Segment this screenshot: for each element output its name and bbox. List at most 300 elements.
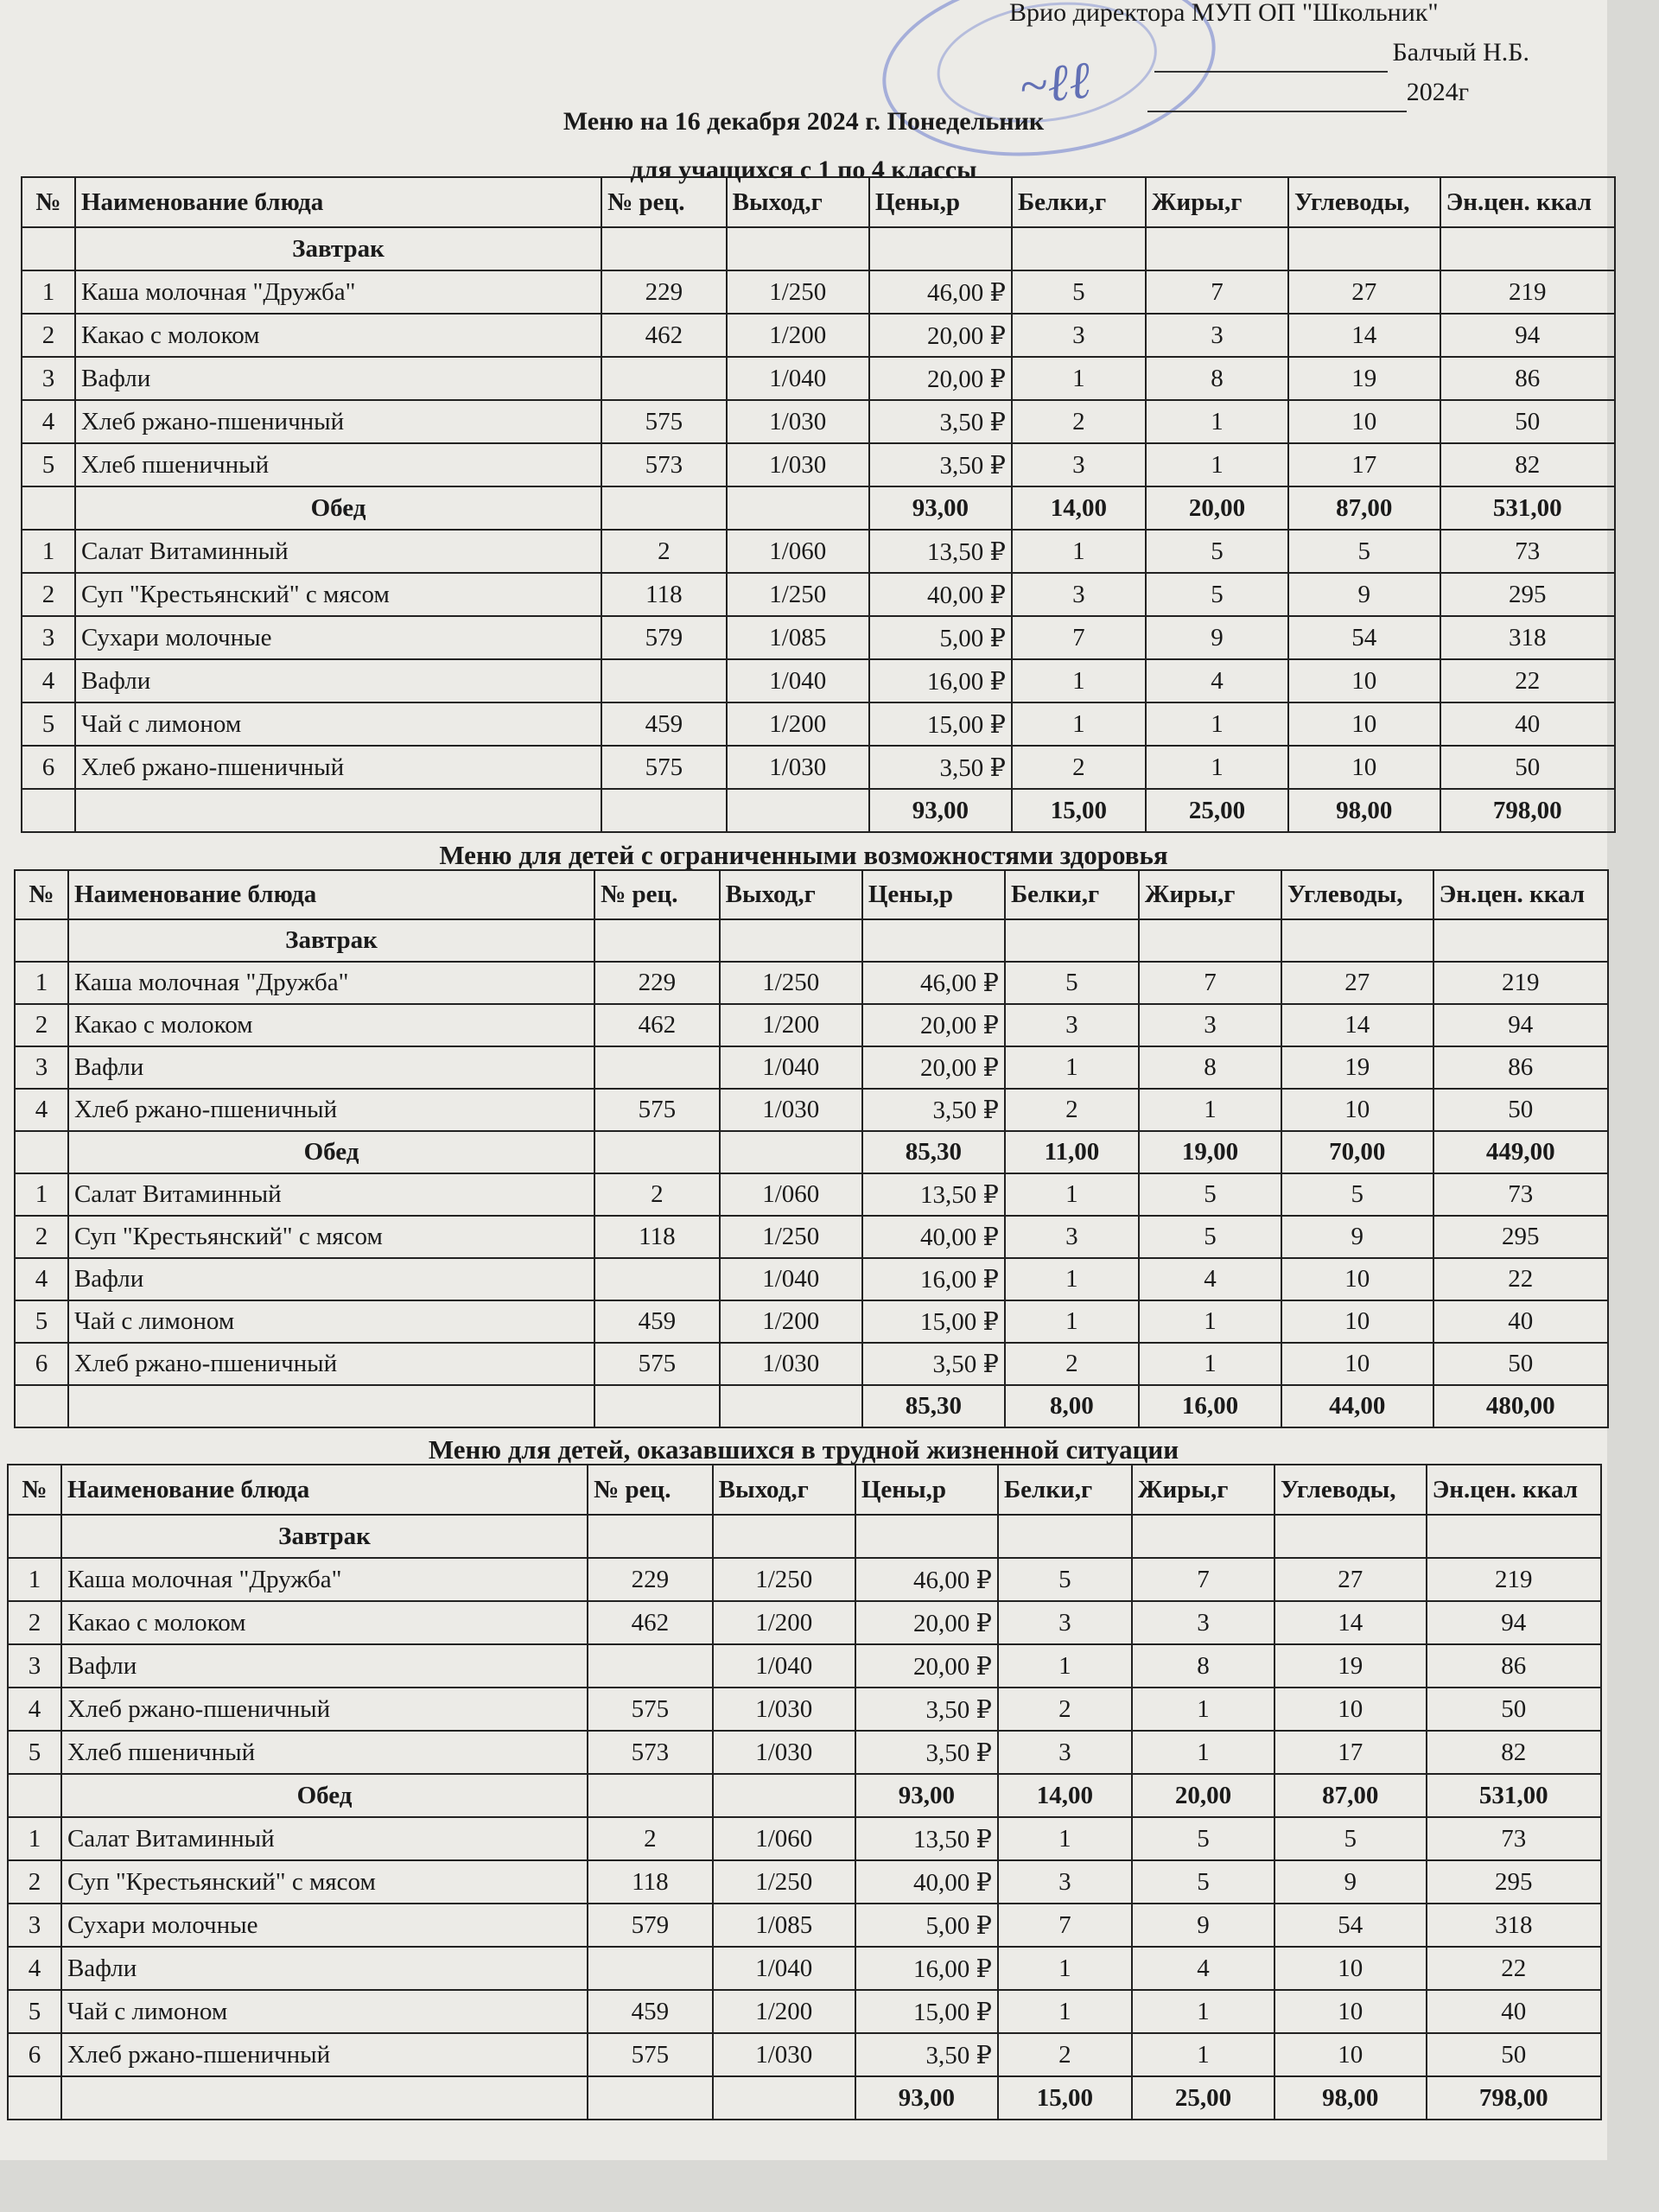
- menu-table-difficult-situation: [7, 1464, 1602, 2120]
- total-price: 93,00: [869, 486, 1012, 530]
- portion-weight-cell: 1/085: [727, 616, 869, 659]
- empty-cell: [588, 1774, 713, 1817]
- section-label: Завтрак: [68, 919, 594, 962]
- carbohydrates-cell: 10: [1274, 1947, 1427, 1990]
- section-total-row: [22, 486, 1615, 530]
- portion-weight-cell: 1/085: [713, 1904, 855, 1947]
- column-header-price: Цены,р: [869, 177, 1012, 227]
- row-number-cell: 5: [22, 443, 75, 486]
- section-row: [8, 1515, 1601, 1558]
- row-number-cell: 2: [22, 314, 75, 357]
- dish-name-cell: Вафли: [75, 357, 601, 400]
- price-cell: 15,00 ₽: [855, 1990, 998, 2033]
- protein-cell: 3: [1005, 1216, 1139, 1258]
- recipe-number-cell: 459: [594, 1300, 720, 1343]
- total-row: [15, 1385, 1608, 1427]
- empty-cell: [601, 789, 727, 832]
- energy-kcal-cell: 295: [1427, 1860, 1601, 1904]
- empty-cell: [22, 789, 75, 832]
- dish-row: [15, 1089, 1608, 1131]
- protein-cell: 5: [1012, 270, 1146, 314]
- fat-cell: 1: [1132, 1688, 1274, 1731]
- menu-title: Меню на 16 декабря 2024 г. Понедельник: [563, 107, 1045, 136]
- recipe-number-cell: 229: [588, 1558, 713, 1601]
- portion-weight-cell: 1/200: [720, 1004, 862, 1046]
- recipe-number-cell: 229: [594, 962, 720, 1004]
- column-header-price: Цены,р: [862, 870, 1005, 919]
- portion-weight-cell: 1/040: [720, 1258, 862, 1300]
- protein-cell: 1: [998, 1990, 1132, 2033]
- fat-cell: 1: [1139, 1300, 1281, 1343]
- fat-cell: 5: [1139, 1173, 1281, 1216]
- recipe-number-cell: 575: [601, 400, 727, 443]
- dish-name-cell: Вафли: [61, 1947, 588, 1990]
- fat-cell: 1: [1146, 702, 1288, 746]
- energy-kcal-cell: 94: [1433, 1004, 1608, 1046]
- fat-cell: 5: [1146, 530, 1288, 573]
- column-header-recipe-number: № рец.: [601, 177, 727, 227]
- empty-cell: [727, 227, 869, 270]
- column-header-fat: Жиры,г: [1146, 177, 1288, 227]
- dish-row: [22, 659, 1615, 702]
- column-header-energy-kcal: Эн.цен. ккал: [1440, 177, 1615, 227]
- fat-cell: 5: [1146, 573, 1288, 616]
- portion-weight-cell: 1/040: [727, 357, 869, 400]
- energy-kcal-cell: 295: [1433, 1216, 1608, 1258]
- portion-weight-cell: 1/200: [727, 702, 869, 746]
- row-number-cell: 2: [8, 1601, 61, 1644]
- row-number-cell: 3: [22, 357, 75, 400]
- dish-name-cell: Какао с молоком: [68, 1004, 594, 1046]
- dish-name-cell: Какао с молоком: [61, 1601, 588, 1644]
- portion-weight-cell: 1/250: [727, 270, 869, 314]
- carbohydrates-cell: 14: [1288, 314, 1440, 357]
- carbohydrates-cell: 10: [1274, 1990, 1427, 2033]
- empty-cell: [588, 2076, 713, 2120]
- column-header-dish-name: Наименование блюда: [68, 870, 594, 919]
- recipe-number-cell: 575: [588, 1688, 713, 1731]
- row-number-cell: 1: [8, 1817, 61, 1860]
- approval-year: 2024г: [1406, 78, 1469, 106]
- column-header-portion-weight: Выход,г: [720, 870, 862, 919]
- recipe-number-cell: 462: [588, 1601, 713, 1644]
- portion-weight-cell: 1/030: [720, 1089, 862, 1131]
- column-header-protein: Белки,г: [998, 1465, 1132, 1515]
- empty-cell: [1440, 227, 1615, 270]
- dish-row: [22, 746, 1615, 789]
- row-number-cell: 3: [22, 616, 75, 659]
- column-header-recipe-number: № рец.: [588, 1465, 713, 1515]
- price-cell: 16,00 ₽: [869, 659, 1012, 702]
- energy-kcal-cell: 86: [1433, 1046, 1608, 1089]
- row-number-cell: 2: [15, 1216, 68, 1258]
- recipe-number-cell: [588, 1644, 713, 1688]
- carbohydrates-cell: 5: [1281, 1173, 1433, 1216]
- total-protein: 15,00: [1012, 789, 1146, 832]
- total-carbohydrates: 70,00: [1281, 1131, 1433, 1173]
- energy-kcal-cell: 318: [1440, 616, 1615, 659]
- energy-kcal-cell: 50: [1427, 1688, 1601, 1731]
- protein-cell: 1: [1005, 1258, 1139, 1300]
- price-cell: 46,00 ₽: [855, 1558, 998, 1601]
- recipe-number-cell: 575: [588, 2033, 713, 2076]
- dish-name-cell: Чай с лимоном: [61, 1990, 588, 2033]
- column-header-carbohydrates: Углеводы,: [1274, 1465, 1427, 1515]
- carbohydrates-cell: 10: [1281, 1343, 1433, 1385]
- menu-table-disabilities: [14, 869, 1609, 1428]
- row-number-cell: 2: [8, 1860, 61, 1904]
- recipe-number-cell: [594, 1258, 720, 1300]
- approval-block: [994, 0, 1529, 112]
- column-header-fat: Жиры,г: [1132, 1465, 1274, 1515]
- total-fat: 25,00: [1146, 789, 1288, 832]
- dish-row: [8, 1688, 1601, 1731]
- protein-cell: 2: [1005, 1089, 1139, 1131]
- protein-cell: 1: [1012, 357, 1146, 400]
- total-fat: 19,00: [1139, 1131, 1281, 1173]
- price-cell: 40,00 ₽: [855, 1860, 998, 1904]
- carbohydrates-cell: 10: [1281, 1300, 1433, 1343]
- carbohydrates-cell: 10: [1281, 1258, 1433, 1300]
- price-cell: 20,00 ₽: [862, 1046, 1005, 1089]
- empty-cell: [75, 789, 601, 832]
- protein-cell: 2: [1012, 400, 1146, 443]
- carbohydrates-cell: 54: [1274, 1904, 1427, 1947]
- header-row: [8, 1465, 1601, 1515]
- price-cell: 20,00 ₽: [855, 1601, 998, 1644]
- price-cell: 3,50 ₽: [862, 1089, 1005, 1131]
- carbohydrates-cell: 19: [1288, 357, 1440, 400]
- section-row: [15, 919, 1608, 962]
- dish-name-cell: Хлеб ржано-пшеничный: [68, 1343, 594, 1385]
- price-cell: 13,50 ₽: [862, 1173, 1005, 1216]
- menu3-title: Меню для детей, оказавшихся в трудной жизненной ситуации: [428, 1434, 1179, 1465]
- fat-cell: 3: [1132, 1601, 1274, 1644]
- carbohydrates-cell: 9: [1274, 1860, 1427, 1904]
- fat-cell: 1: [1132, 2033, 1274, 2076]
- energy-kcal-cell: 73: [1440, 530, 1615, 573]
- price-cell: 20,00 ₽: [869, 357, 1012, 400]
- price-cell: 3,50 ₽: [862, 1343, 1005, 1385]
- row-number-cell: 5: [8, 1731, 61, 1774]
- dish-row: [22, 400, 1615, 443]
- dish-name-cell: Вафли: [68, 1258, 594, 1300]
- dish-row: [8, 1904, 1601, 1947]
- price-cell: 15,00 ₽: [869, 702, 1012, 746]
- fat-cell: 1: [1146, 443, 1288, 486]
- protein-cell: 1: [1012, 530, 1146, 573]
- portion-weight-cell: 1/030: [720, 1343, 862, 1385]
- price-cell: 46,00 ₽: [862, 962, 1005, 1004]
- protein-cell: 1: [998, 1817, 1132, 1860]
- dish-row: [22, 573, 1615, 616]
- empty-cell: [713, 1515, 855, 1558]
- row-number-cell: 4: [8, 1688, 61, 1731]
- empty-cell: [61, 2076, 588, 2120]
- dish-row: [8, 1644, 1601, 1688]
- fat-cell: 1: [1132, 1731, 1274, 1774]
- portion-weight-cell: 1/030: [727, 746, 869, 789]
- carbohydrates-cell: 10: [1281, 1089, 1433, 1131]
- price-cell: 3,50 ₽: [855, 1688, 998, 1731]
- recipe-number-cell: 462: [601, 314, 727, 357]
- recipe-number-cell: 573: [601, 443, 727, 486]
- recipe-number-cell: 2: [594, 1173, 720, 1216]
- total-price: 85,30: [862, 1385, 1005, 1427]
- menu-table-grades-1-4: [21, 176, 1616, 833]
- fat-cell: 4: [1139, 1258, 1281, 1300]
- total-price: 93,00: [855, 2076, 998, 2120]
- empty-cell: [1132, 1515, 1274, 1558]
- row-number-cell: 4: [15, 1089, 68, 1131]
- price-cell: 3,50 ₽: [869, 746, 1012, 789]
- energy-kcal-cell: 22: [1440, 659, 1615, 702]
- protein-cell: 7: [1012, 616, 1146, 659]
- dish-row: [15, 1300, 1608, 1343]
- total-energy: 531,00: [1427, 1774, 1601, 1817]
- empty-cell: [15, 1131, 68, 1173]
- row-number-cell: 5: [15, 1300, 68, 1343]
- dish-row: [22, 443, 1615, 486]
- recipe-number-cell: 118: [588, 1860, 713, 1904]
- energy-kcal-cell: 40: [1440, 702, 1615, 746]
- column-header-dish-name: Наименование блюда: [61, 1465, 588, 1515]
- portion-weight-cell: 1/030: [727, 443, 869, 486]
- empty-cell: [869, 227, 1012, 270]
- carbohydrates-cell: 14: [1274, 1601, 1427, 1644]
- dish-name-cell: Каша молочная "Дружба": [61, 1558, 588, 1601]
- empty-cell: [588, 1515, 713, 1558]
- dish-name-cell: Салат Витаминный: [68, 1173, 594, 1216]
- price-cell: 13,50 ₽: [869, 530, 1012, 573]
- empty-cell: [15, 919, 68, 962]
- energy-kcal-cell: 82: [1427, 1731, 1601, 1774]
- price-cell: 16,00 ₽: [855, 1947, 998, 1990]
- total-fat: 20,00: [1146, 486, 1288, 530]
- dish-name-cell: Хлеб пшеничный: [75, 443, 601, 486]
- dish-name-cell: Хлеб ржано-пшеничный: [75, 746, 601, 789]
- fat-cell: 8: [1146, 357, 1288, 400]
- recipe-number-cell: [601, 357, 727, 400]
- dish-name-cell: Какао с молоком: [75, 314, 601, 357]
- dish-row: [8, 1990, 1601, 2033]
- fat-cell: 8: [1139, 1046, 1281, 1089]
- protein-cell: 1: [1005, 1046, 1139, 1089]
- empty-cell: [727, 789, 869, 832]
- dish-name-cell: Каша молочная "Дружба": [68, 962, 594, 1004]
- dish-row: [15, 1343, 1608, 1385]
- row-number-cell: 5: [22, 702, 75, 746]
- dish-row: [15, 1004, 1608, 1046]
- portion-weight-cell: 1/200: [713, 1990, 855, 2033]
- carbohydrates-cell: 10: [1288, 659, 1440, 702]
- recipe-number-cell: 573: [588, 1731, 713, 1774]
- dish-name-cell: Чай с лимоном: [68, 1300, 594, 1343]
- protein-cell: 2: [998, 2033, 1132, 2076]
- dish-row: [15, 1258, 1608, 1300]
- total-protein: 11,00: [1005, 1131, 1139, 1173]
- dish-row: [22, 530, 1615, 573]
- protein-cell: 3: [1012, 443, 1146, 486]
- protein-cell: 3: [1012, 573, 1146, 616]
- recipe-number-cell: [588, 1947, 713, 1990]
- row-number-cell: 4: [22, 659, 75, 702]
- protein-cell: 1: [1012, 659, 1146, 702]
- section-total-row: [15, 1131, 1608, 1173]
- energy-kcal-cell: 50: [1440, 400, 1615, 443]
- fat-cell: 5: [1132, 1860, 1274, 1904]
- row-number-cell: 4: [15, 1258, 68, 1300]
- empty-cell: [713, 2076, 855, 2120]
- column-header-row-number: №: [15, 870, 68, 919]
- carbohydrates-cell: 19: [1281, 1046, 1433, 1089]
- total-carbohydrates: 98,00: [1288, 789, 1440, 832]
- dish-name-cell: Сухари молочные: [61, 1904, 588, 1947]
- recipe-number-cell: 575: [594, 1343, 720, 1385]
- empty-cell: [15, 1385, 68, 1427]
- dish-row: [8, 1558, 1601, 1601]
- energy-kcal-cell: 94: [1427, 1601, 1601, 1644]
- price-cell: 15,00 ₽: [862, 1300, 1005, 1343]
- portion-weight-cell: 1/060: [720, 1173, 862, 1216]
- portion-weight-cell: 1/030: [713, 1688, 855, 1731]
- fat-cell: 1: [1139, 1089, 1281, 1131]
- section-label: Завтрак: [61, 1515, 588, 1558]
- dish-name-cell: Хлеб ржано-пшеничный: [61, 1688, 588, 1731]
- column-header-portion-weight: Выход,г: [713, 1465, 855, 1515]
- empty-cell: [1005, 919, 1139, 962]
- total-energy: 531,00: [1440, 486, 1615, 530]
- portion-weight-cell: 1/200: [720, 1300, 862, 1343]
- dish-row: [8, 1860, 1601, 1904]
- dish-row: [22, 357, 1615, 400]
- empty-cell: [855, 1515, 998, 1558]
- row-number-cell: 3: [8, 1644, 61, 1688]
- energy-kcal-cell: 318: [1427, 1904, 1601, 1947]
- total-energy: 480,00: [1433, 1385, 1608, 1427]
- fat-cell: 1: [1146, 400, 1288, 443]
- dish-name-cell: Вафли: [68, 1046, 594, 1089]
- fat-cell: 4: [1132, 1947, 1274, 1990]
- dish-name-cell: Хлеб ржано-пшеничный: [75, 400, 601, 443]
- empty-cell: [601, 486, 727, 530]
- protein-cell: 2: [1005, 1343, 1139, 1385]
- fat-cell: 7: [1132, 1558, 1274, 1601]
- empty-cell: [1274, 1515, 1427, 1558]
- energy-kcal-cell: 219: [1440, 270, 1615, 314]
- column-header-recipe-number: № рец.: [594, 870, 720, 919]
- energy-kcal-cell: 50: [1427, 2033, 1601, 2076]
- recipe-number-cell: [594, 1046, 720, 1089]
- empty-cell: [1012, 227, 1146, 270]
- recipe-number-cell: 462: [594, 1004, 720, 1046]
- fat-cell: 7: [1139, 962, 1281, 1004]
- energy-kcal-cell: 73: [1427, 1817, 1601, 1860]
- dish-row: [8, 1601, 1601, 1644]
- total-carbohydrates: 87,00: [1274, 1774, 1427, 1817]
- energy-kcal-cell: 22: [1433, 1258, 1608, 1300]
- energy-kcal-cell: 82: [1440, 443, 1615, 486]
- dish-row: [15, 1173, 1608, 1216]
- row-number-cell: 3: [8, 1904, 61, 1947]
- carbohydrates-cell: 10: [1274, 2033, 1427, 2076]
- row-number-cell: 6: [22, 746, 75, 789]
- protein-cell: 1: [998, 1644, 1132, 1688]
- row-number-cell: 6: [15, 1343, 68, 1385]
- price-cell: 3,50 ₽: [869, 400, 1012, 443]
- total-carbohydrates: 44,00: [1281, 1385, 1433, 1427]
- director-name: Балчый Н.Б.: [1392, 38, 1529, 67]
- dish-name-cell: Хлеб пшеничный: [61, 1731, 588, 1774]
- recipe-number-cell: 459: [601, 702, 727, 746]
- total-row: [22, 789, 1615, 832]
- empty-cell: [998, 1515, 1132, 1558]
- recipe-number-cell: 118: [601, 573, 727, 616]
- energy-kcal-cell: 50: [1433, 1343, 1608, 1385]
- header-row: [15, 870, 1608, 919]
- price-cell: 40,00 ₽: [869, 573, 1012, 616]
- recipe-number-cell: [601, 659, 727, 702]
- total-energy: 798,00: [1440, 789, 1615, 832]
- recipe-number-cell: 2: [588, 1817, 713, 1860]
- dish-row: [8, 1817, 1601, 1860]
- carbohydrates-cell: 10: [1288, 702, 1440, 746]
- price-cell: 20,00 ₽: [869, 314, 1012, 357]
- empty-cell: [720, 1385, 862, 1427]
- column-header-row-number: №: [22, 177, 75, 227]
- empty-cell: [713, 1774, 855, 1817]
- empty-cell: [22, 227, 75, 270]
- fat-cell: 1: [1139, 1343, 1281, 1385]
- empty-cell: [1433, 919, 1608, 962]
- carbohydrates-cell: 54: [1288, 616, 1440, 659]
- dish-row: [22, 270, 1615, 314]
- row-number-cell: 5: [8, 1990, 61, 2033]
- empty-cell: [68, 1385, 594, 1427]
- protein-cell: 3: [998, 1860, 1132, 1904]
- protein-cell: 1: [1005, 1300, 1139, 1343]
- fat-cell: 5: [1132, 1817, 1274, 1860]
- price-cell: 16,00 ₽: [862, 1258, 1005, 1300]
- carbohydrates-cell: 27: [1288, 270, 1440, 314]
- menu-subtitle: для учащихся с 1 по 4 классы: [630, 156, 977, 184]
- row-number-cell: 2: [22, 573, 75, 616]
- dish-name-cell: Суп "Крестьянский" с мясом: [61, 1860, 588, 1904]
- carbohydrates-cell: 19: [1274, 1644, 1427, 1688]
- empty-cell: [862, 919, 1005, 962]
- dish-name-cell: Хлеб ржано-пшеничный: [68, 1089, 594, 1131]
- price-cell: 5,00 ₽: [855, 1904, 998, 1947]
- total-fat: 20,00: [1132, 1774, 1274, 1817]
- column-header-protein: Белки,г: [1012, 177, 1146, 227]
- recipe-number-cell: 579: [588, 1904, 713, 1947]
- portion-weight-cell: 1/030: [727, 400, 869, 443]
- carbohydrates-cell: 10: [1288, 400, 1440, 443]
- column-header-portion-weight: Выход,г: [727, 177, 869, 227]
- dish-name-cell: Чай с лимоном: [75, 702, 601, 746]
- total-carbohydrates: 87,00: [1288, 486, 1440, 530]
- protein-cell: 5: [1005, 962, 1139, 1004]
- portion-weight-cell: 1/250: [727, 573, 869, 616]
- portion-weight-cell: 1/200: [727, 314, 869, 357]
- protein-cell: 2: [998, 1688, 1132, 1731]
- dish-name-cell: Хлеб ржано-пшеничный: [61, 2033, 588, 2076]
- protein-cell: 3: [998, 1731, 1132, 1774]
- total-protein: 14,00: [998, 1774, 1132, 1817]
- fat-cell: 3: [1139, 1004, 1281, 1046]
- total-energy: 449,00: [1433, 1131, 1608, 1173]
- empty-cell: [1288, 227, 1440, 270]
